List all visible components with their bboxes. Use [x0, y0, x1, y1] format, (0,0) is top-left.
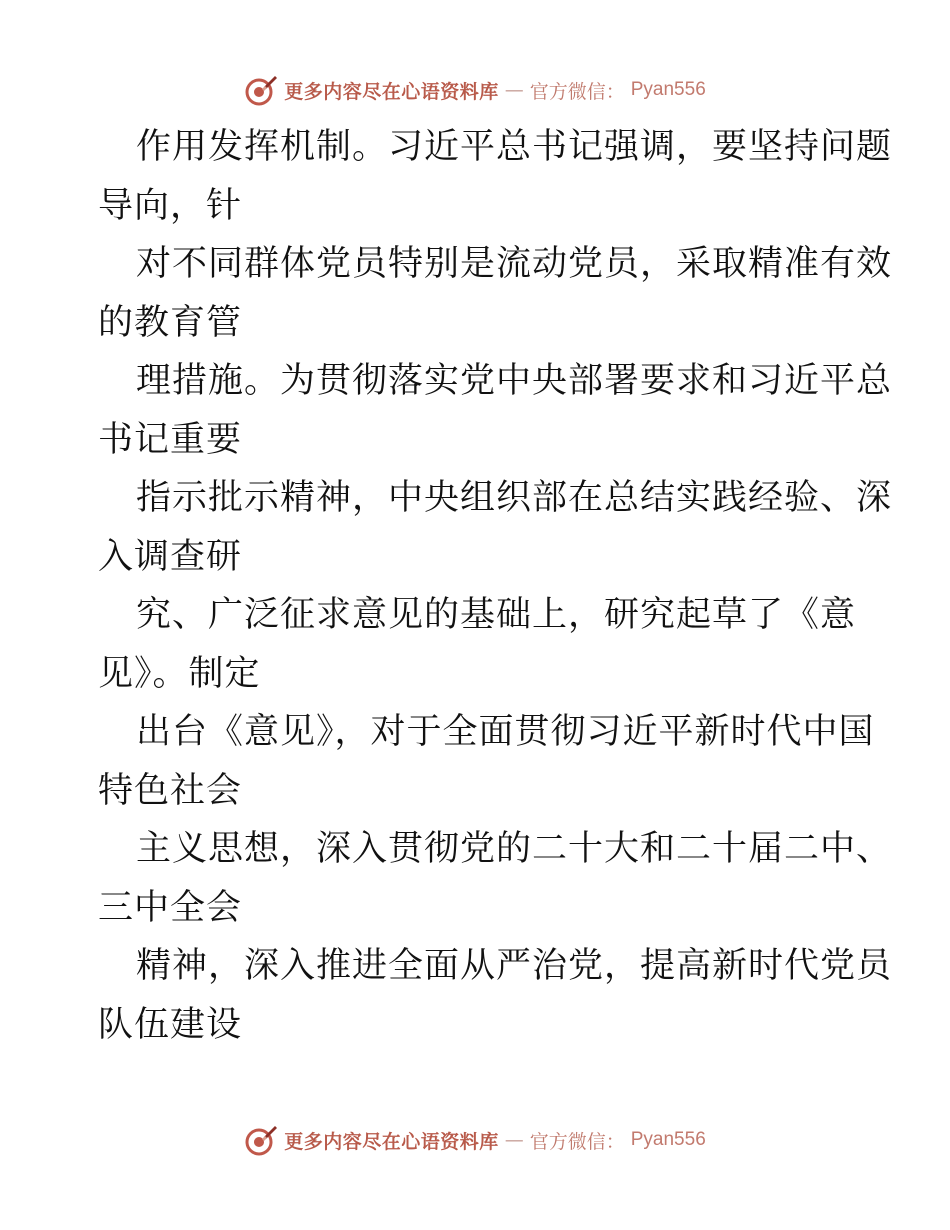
paragraph	[98, 235, 893, 352]
footer-wechat-id: Pyan556	[630, 1129, 706, 1150]
header-separator: —	[504, 79, 524, 101]
paragraph-line: 队伍建设	[98, 1004, 243, 1045]
paragraph	[98, 586, 878, 703]
paragraph-line: 导向，针	[98, 185, 243, 226]
paragraph-line: 对不同群体党员特别是流动党员，采取精准有效	[136, 244, 893, 284]
footer-watermark	[0, 1120, 950, 1160]
footer-brand-text: 更多内容尽在心语资料库	[284, 1130, 499, 1153]
paragraph	[98, 352, 893, 469]
paragraph-line: 究、广泛征求意见的基础上，研究起草了《意	[136, 595, 857, 635]
paragraph-line: 见》。制定	[98, 653, 261, 694]
footer-separator: —	[504, 1129, 524, 1151]
paragraph-line: 的教育管	[98, 302, 243, 343]
document-body	[98, 118, 893, 1054]
header-watermark	[0, 70, 950, 110]
paragraph-line: 指示批示精神，中央组织部在总结实践经验、深	[136, 478, 893, 518]
paragraph	[98, 703, 878, 820]
paragraph	[98, 469, 893, 586]
paragraph-line: 出台《意见》，对于全面贯彻习近平新时代中国	[136, 712, 875, 752]
paragraph	[98, 937, 893, 1054]
header-brand-text: 更多内容尽在心语资料库	[284, 80, 499, 103]
paragraph-line: 理措施。为贯彻落实党中央部署要求和习近平总	[136, 361, 893, 401]
paragraph-line: 书记重要	[98, 419, 243, 460]
paragraph	[98, 820, 893, 937]
paragraph-line: 主义思想，深入贯彻党的二十大和二十届二中、	[136, 829, 893, 869]
paragraph-line: 三中全会	[98, 887, 243, 928]
brush-logo-icon	[244, 1123, 278, 1157]
paragraph	[98, 118, 893, 235]
header-wechat-label: 官方微信：	[529, 80, 625, 103]
paragraph-line: 作用发挥机制。习近平总书记强调，要坚持问题	[136, 127, 893, 167]
brush-logo-icon	[244, 73, 278, 107]
paragraph-line: 入调查研	[98, 536, 243, 577]
paragraph-line: 特色社会	[98, 770, 243, 811]
header-wechat-id: Pyan556	[630, 79, 706, 100]
paragraph-line: 精神，深入推进全面从严治党，提高新时代党员	[136, 946, 893, 986]
footer-wechat-label: 官方微信：	[529, 1130, 625, 1153]
